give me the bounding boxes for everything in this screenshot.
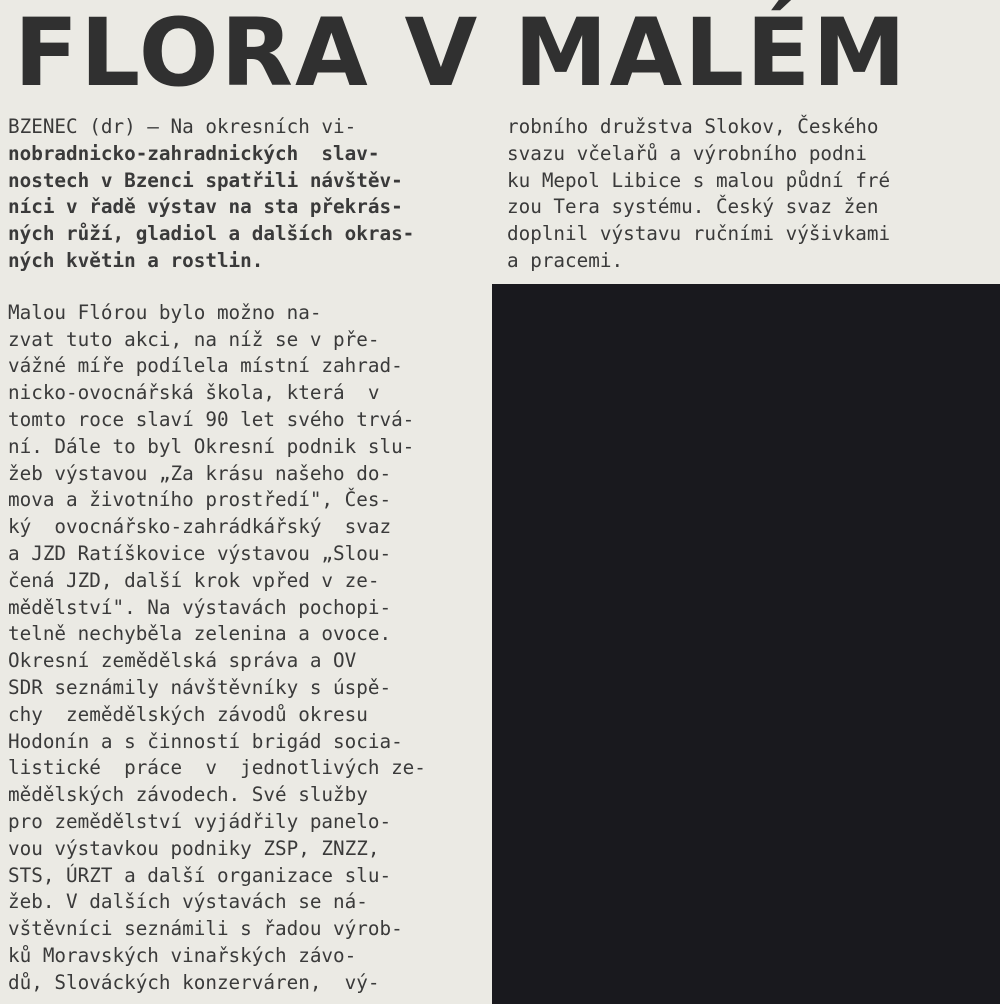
- body-line: chy zemědělských závodů okresu: [8, 702, 368, 726]
- body-line: ku Mepol Libice s malou půdní fré: [507, 168, 891, 192]
- body-line: vou výstavkou podniky ZSP, ZNZZ,: [8, 836, 380, 860]
- body-line: dů, Slováckých konzerváren, vý-: [8, 970, 380, 994]
- left-column: [8, 114, 484, 997]
- body-line: pro zemědělství vyjádřily panelo-: [8, 809, 392, 833]
- body-line: vážné míře podílela místní zahrad-: [8, 354, 403, 378]
- dark-background-area: [492, 284, 1000, 1004]
- body-line: robního družstva Slokov, Českého: [507, 115, 879, 138]
- lead-paragraph: [8, 114, 484, 275]
- lead-line: ných růží, gladiol a dalších okras-: [8, 222, 415, 246]
- lead-line: nobradnicko-zahradnických slav-: [8, 141, 380, 165]
- body-line: tomto roce slaví 90 let svého trvá-: [8, 407, 415, 431]
- body-line: nicko-ovocnářská škola, která v: [8, 381, 380, 405]
- body-line: Hodonín a s činností brigád socia-: [8, 729, 403, 753]
- body-line: ký ovocnářsko-zahrádkářský svaz: [8, 515, 392, 539]
- body-line: čená JZD, další krok vpřed v ze-: [8, 568, 380, 592]
- lead-line: nostech v Bzenci spatřili návštěv-: [8, 168, 403, 192]
- body-line: doplnil výstavu ručními výšivkami: [507, 222, 891, 246]
- body-line: listické práce v jednotlivých ze-: [8, 756, 426, 780]
- headline: FLORA V MALÉM: [14, 0, 908, 108]
- body-line: mědělských závodech. Své služby: [8, 783, 368, 807]
- body-line: SDR seznámily návštěvníky s úspě-: [8, 675, 392, 699]
- body-line: mova a životního prostředí", Čes-: [8, 488, 392, 512]
- body-line: Malou Flórou bylo možno na-: [8, 300, 322, 324]
- lead-line: BZENEC (dr) — Na okresních vi-: [8, 115, 357, 138]
- body-line: žeb. V dalších výstavách se ná-: [8, 890, 368, 914]
- body-line: a JZD Ratíškovice výstavou „Slou-: [8, 541, 392, 565]
- body-line: žeb výstavou „Za krásu našeho do-: [8, 461, 392, 485]
- right-column: [507, 114, 993, 275]
- body-line: STS, ÚRZT a další organizace slu-: [8, 863, 392, 887]
- body-text-left: [8, 300, 484, 997]
- body-line: svazu včelařů a výrobního podni: [507, 141, 867, 165]
- body-line: ků Moravských vinařských závo-: [8, 943, 357, 967]
- body-line: a pracemi.: [507, 248, 624, 272]
- body-line: vštěvníci seznámili s řadou výrob-: [8, 917, 403, 941]
- body-line: Okresní zemědělská správa a OV: [8, 649, 357, 673]
- body-line: ní. Dále to byl Okresní podnik slu-: [8, 434, 415, 458]
- body-line: zou Tera systému. Český svaz žen: [507, 195, 879, 219]
- lead-line: ných květin a rostlin.: [8, 248, 264, 272]
- body-line: telně nechyběla zelenina a ovoce.: [8, 622, 392, 646]
- body-line: zvat tuto akci, na níž se v pře-: [8, 327, 380, 351]
- body-line: mědělství". Na výstavách pochopi-: [8, 595, 392, 619]
- lead-line: níci v řadě výstav na sta překrás-: [8, 195, 403, 219]
